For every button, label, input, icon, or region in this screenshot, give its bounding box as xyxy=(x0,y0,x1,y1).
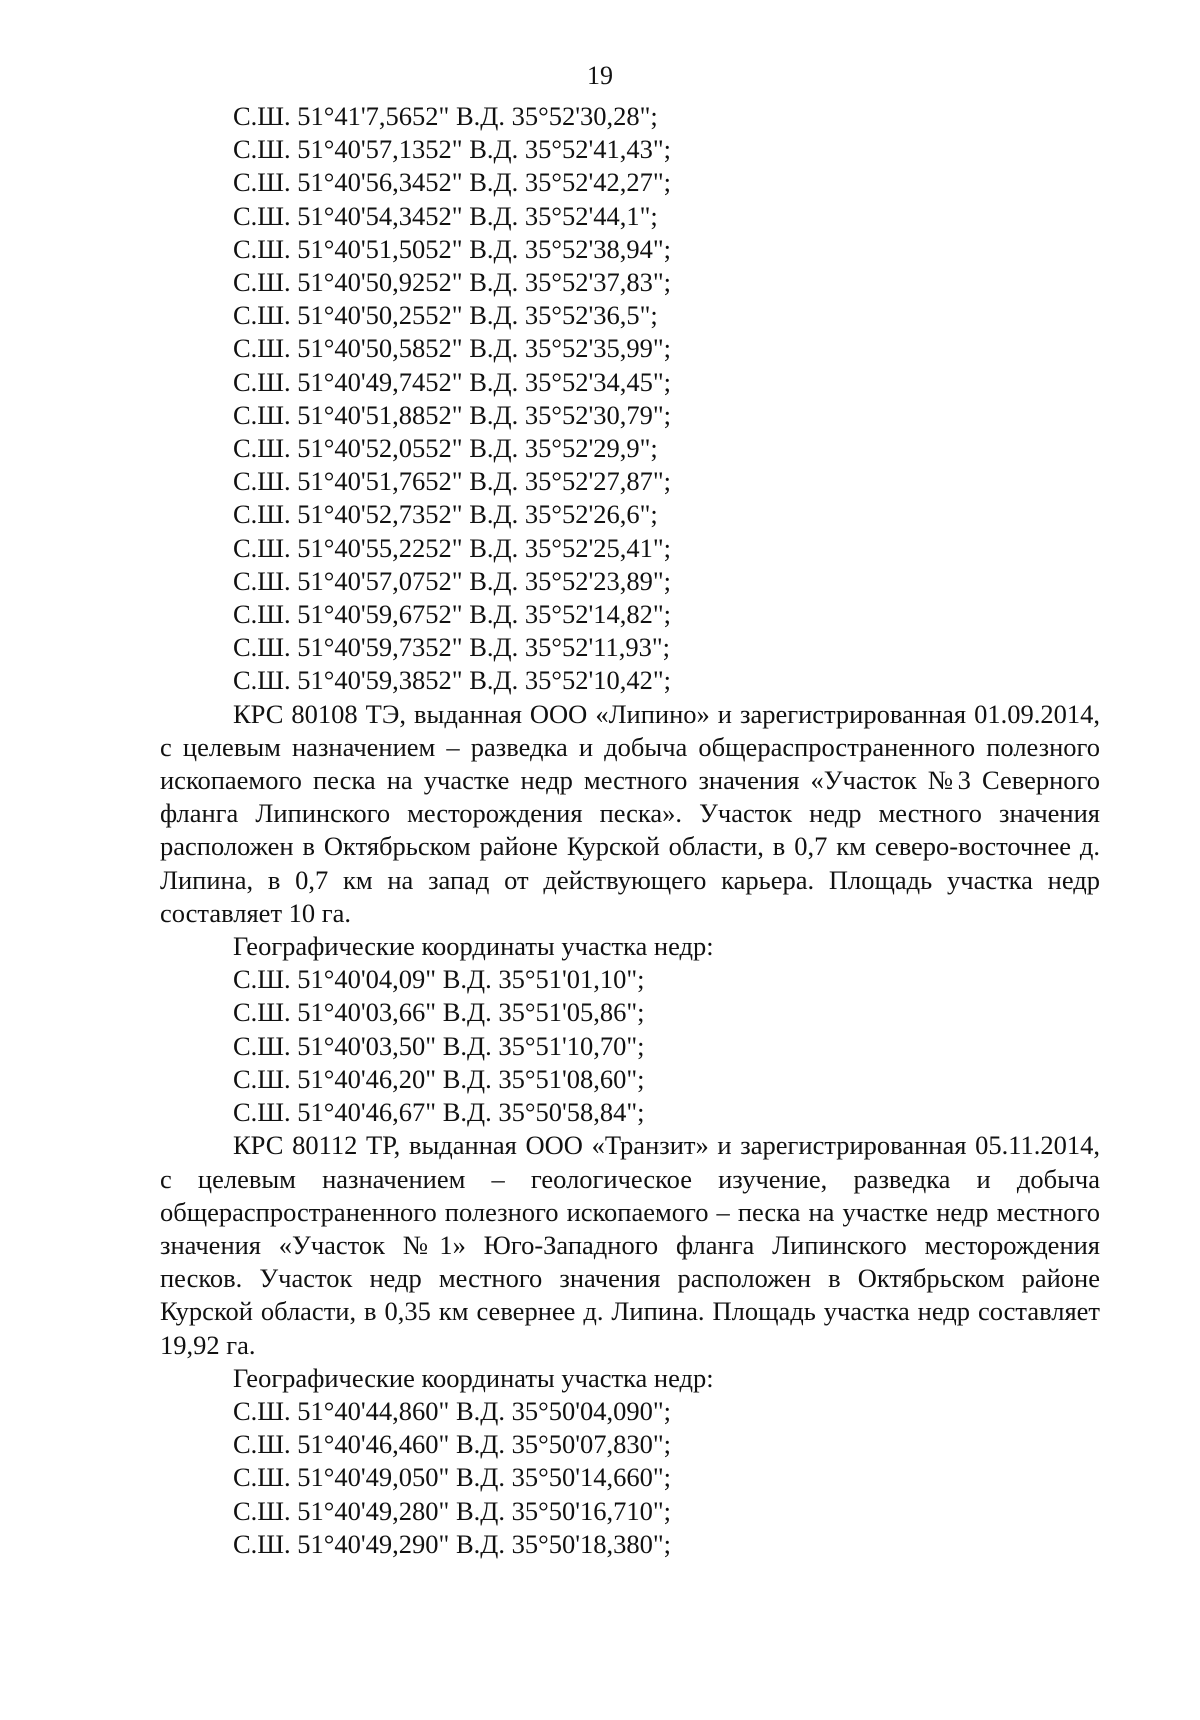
coordinate-line: С.Ш. 51°40'51,8852" В.Д. 35°52'30,79"; xyxy=(233,399,672,430)
coordinate-line: С.Ш. 51°40'49,7452" В.Д. 35°52'34,45"; xyxy=(233,366,672,397)
coordinate-line: С.Ш. 51°40'59,3852" В.Д. 35°52'10,42"; xyxy=(233,665,672,696)
coordinate-line: С.Ш. 51°40'04,09" В.Д. 35°51'01,10"; xyxy=(233,964,645,995)
coordinate-line: С.Ш. 51°40'03,66" В.Д. 35°51'05,86"; xyxy=(233,997,645,1028)
coordinate-line: С.Ш. 51°40'56,3452" В.Д. 35°52'42,27"; xyxy=(233,167,672,198)
coordinate-line: С.Ш. 51°40'46,67" В.Д. 35°50'58,84"; xyxy=(233,1097,645,1128)
page-number: 19 xyxy=(587,61,613,90)
document-body xyxy=(160,100,1100,1561)
coordinate-line: С.Ш. 51°40'50,5852" В.Д. 35°52'35,99"; xyxy=(233,333,672,364)
coordinate-line: С.Ш. 51°40'50,9252" В.Д. 35°52'37,83"; xyxy=(233,267,672,298)
coordinate-line: С.Ш. 51°40'54,3452" В.Д. 35°52'44,1"; xyxy=(233,200,658,231)
coordinate-line: С.Ш. 51°40'03,50" В.Д. 35°51'10,70"; xyxy=(233,1030,645,1061)
coordinate-line: С.Ш. 51°40'57,1352" В.Д. 35°52'41,43"; xyxy=(233,134,672,165)
coordinate-line: С.Ш. 51°40'52,7352" В.Д. 35°52'26,6"; xyxy=(233,499,658,530)
coordinate-list-3 xyxy=(160,1395,1100,1561)
coordinates-heading-1: Географические координаты участка недр: xyxy=(233,931,714,962)
license-paragraph-2: КРС 80112 ТР, выданная ООО «Транзит» и зарегистрированная 05.11.2014, с целевым назначением – геологическое изучение, разведка и добыча общераспространенного полезного ископаемого – песка на участке недр местного значения «Участок №1» Юго-Западного фланга Липинского месторождения песков. Участок недр местного значения расположен в Октябрьском районе Курской области, в 0,35 км севернее д. Липина. Площадь участка недр составляет 19,92 га. xyxy=(160,1130,1100,1360)
coordinate-line: С.Ш. 51°40'57,0752" В.Д. 35°52'23,89"; xyxy=(233,565,672,596)
coordinate-line: С.Ш. 51°40'51,5052" В.Д. 35°52'38,94"; xyxy=(233,233,672,264)
coordinates-heading-2: Географические координаты участка недр: xyxy=(233,1362,714,1393)
coordinate-line: С.Ш. 51°40'52,0552" В.Д. 35°52'29,9"; xyxy=(233,433,658,464)
coordinate-line: С.Ш. 51°40'59,6752" В.Д. 35°52'14,82"; xyxy=(233,599,672,630)
coordinate-line: С.Ш. 51°40'49,050" В.Д. 35°50'14,660"; xyxy=(233,1462,672,1493)
coordinate-line: С.Ш. 51°40'50,2552" В.Д. 35°52'36,5"; xyxy=(233,300,658,331)
coordinate-line: С.Ш. 51°40'49,280" В.Д. 35°50'16,710"; xyxy=(233,1495,672,1526)
coordinate-line: С.Ш. 51°40'55,2252" В.Д. 35°52'25,41"; xyxy=(233,532,672,563)
coordinate-line: С.Ш. 51°40'46,20" В.Д. 35°51'08,60"; xyxy=(233,1063,645,1094)
coordinate-line: С.Ш. 51°40'51,7652" В.Д. 35°52'27,87"; xyxy=(233,466,672,497)
license-paragraph-1: КРС 80108 ТЭ, выданная ООО «Липино» и зарегистрированная 01.09.2014, с целевым назначением – разведка и добыча общераспространенного полезного ископаемого песка на участке недр местного значения «Участок №3 Северного фланга Липинского месторождения песка». Участок недр местного значения расположен в Октябрьском районе Курской области, в 0,7 км северо-восточнее д. Липина, в 0,7 км на запад от действующего карьера. Площадь участка недр составляет 10 га. xyxy=(160,698,1100,928)
coordinate-list-2 xyxy=(160,963,1100,1129)
coordinate-line: С.Ш. 51°40'44,860" В.Д. 35°50'04,090"; xyxy=(233,1395,672,1426)
coordinate-line: С.Ш. 51°40'59,7352" В.Д. 35°52'11,93"; xyxy=(233,632,671,663)
coordinate-line: С.Ш. 51°41'7,5652" В.Д. 35°52'30,28"; xyxy=(233,101,658,131)
coordinate-line: С.Ш. 51°40'49,290" В.Д. 35°50'18,380"; xyxy=(233,1528,672,1559)
coordinate-list-1 xyxy=(160,100,1100,698)
coordinate-line: С.Ш. 51°40'46,460" В.Д. 35°50'07,830"; xyxy=(233,1429,672,1460)
